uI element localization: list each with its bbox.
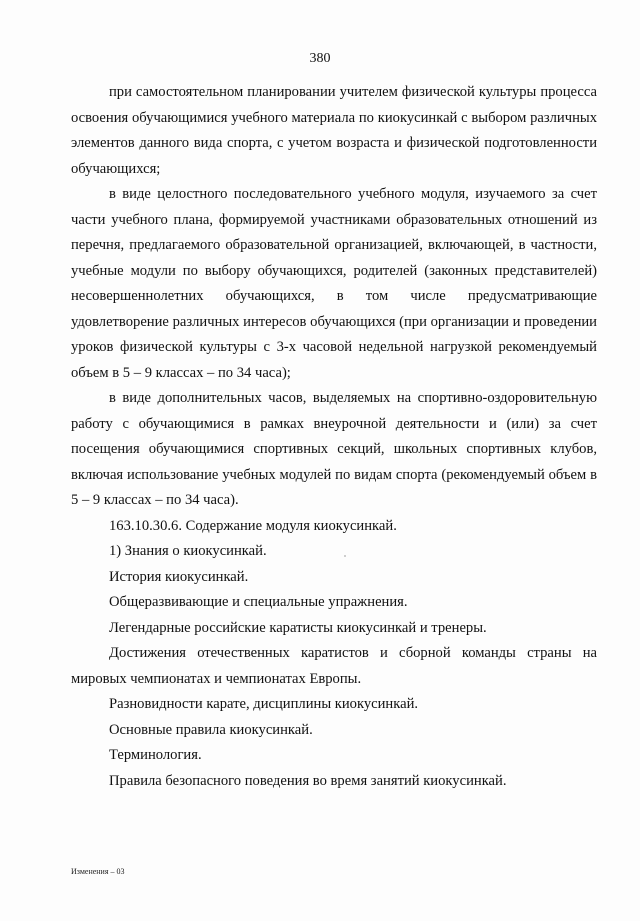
document-body [71, 80, 597, 794]
paragraph-module-format: в виде целостного последовательного учебного модуля, изучаемого за счет части учебного плана, формируемой участниками образовательных отношений из перечня, предлагаемого образовательной организацией, включающей, в частности, учебные модули по выбору обучающихся, родителей (законных представителей) несовершеннолетних обучающихся, в том числе предусматривающие удовлетворение различных интересов обучающихся (при организации и проведении уроков физической культуры с 3-х часовой недельной нагрузкой рекомендуемый объем в 5 – 9 классах – по 34 часа); [71, 186, 597, 381]
paragraph-planning: при самостоятельном планировании учителем физической культуры процесса освоения обучающимися учебного материала по киокусинкай с выбором различных элементов данного вида спорта, с учетом возраста и физической подготовленности обучающихся; [71, 84, 597, 177]
topic-achievements: Достижения отечественных каратистов и сборной команды страны на мировых чемпионатах и чемпионатах Европы. [71, 645, 597, 687]
topic-terminology: Терминология. [109, 747, 202, 763]
footer-revision-note: Изменения – 03 [71, 867, 125, 876]
paragraph-extra-hours: в виде дополнительных часов, выделяемых на спортивно-оздоровительную работу с обучающимися в рамках внеурочной деятельности и (или) за счет посещения обучающимися спортивных секций, школьных спортивных клубов, включая использование учебных модулей по видам спорта (рекомендуемый объем в 5 – 9 классах – по 34 часа). [71, 390, 597, 508]
topic-rules: Основные правила киокусинкай. [109, 721, 313, 738]
page-number: 380 [309, 51, 331, 66]
topic-exercises: Общеразвивающие и специальные упражнения. [109, 594, 408, 610]
topic-safety: Правила безопасного поведения во время занятий киокусинкай. [109, 772, 507, 789]
section-heading: 163.10.30.6. Содержание модуля киокусинкай. [109, 517, 397, 534]
scan-speck [344, 555, 346, 557]
topic-legendary-karatekas: Легендарные российские каратисты киокусинкай и тренеры. [109, 619, 487, 636]
subsection-heading: 1) Знания о киокусинкай. [109, 543, 267, 559]
topic-history: История киокусинкай. [109, 568, 249, 585]
topic-varieties: Разновидности карате, дисциплины киокусинкай. [109, 696, 419, 712]
